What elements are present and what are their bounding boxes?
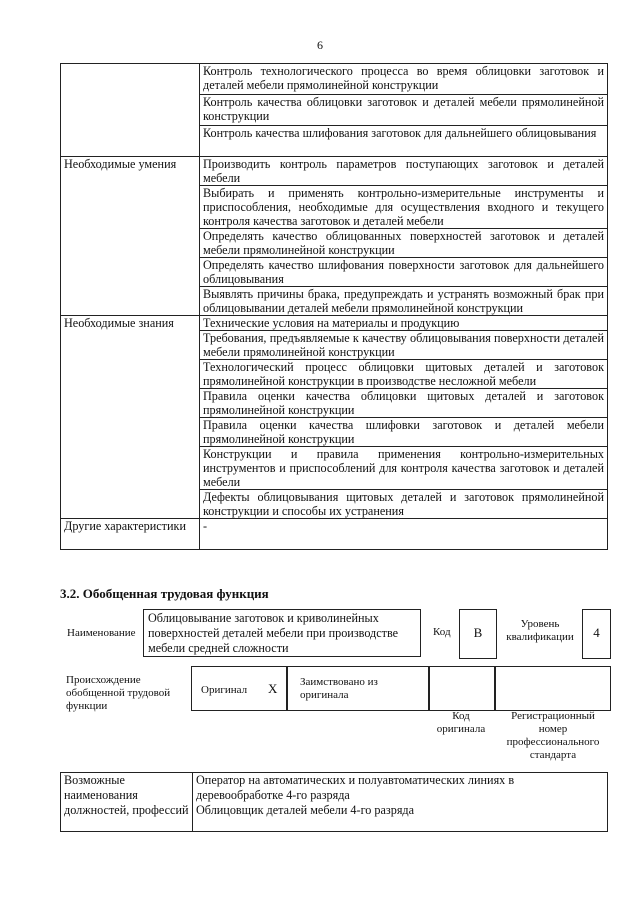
original-mark: X bbox=[268, 681, 278, 696]
table-cell: Правила оценки качества шлифовки заготовок и деталей мебели прямолинейной конструкции bbox=[200, 418, 608, 447]
table-cell: Контроль качества шлифования заготовок для дальнейшего облицовывания bbox=[200, 126, 608, 157]
table-cell: Выбирать и применять контрольно-измерительные инструменты и приспособления, необходимые для осуществления входного и текущего контроля качества заготовок и деталей мебели bbox=[200, 186, 608, 229]
section-title: 3.2. Обобщенная трудовая функция bbox=[60, 586, 269, 601]
table-cell: Выявлять причины брака, предупреждать и устранять возможный брак при облицовывании деталей мебели прямолинейной конструкции bbox=[200, 287, 608, 316]
table-cell: Дефекты облицовывания щитовых деталей и заготовок прямолинейной конструкции и способы их устранения bbox=[200, 490, 608, 519]
table-cell: Производить контроль параметров поступающих заготовок и деталей мебели bbox=[200, 157, 608, 186]
code-original-caption: Код оригинала bbox=[436, 710, 486, 735]
table-label-cell: Необходимые знания bbox=[61, 316, 200, 519]
table-cell: Технические условия на материалы и продукцию bbox=[200, 316, 608, 331]
code-original-cell bbox=[428, 666, 496, 711]
code-label: Код bbox=[433, 626, 451, 638]
table-cell: Конструкции и правила применения контрольно-измерительных инструментов и приспособлений для контроля качества заготовок и деталей мебели bbox=[200, 447, 608, 490]
table-cell: Технологический процесс облицовки щитовых деталей и заготовок прямолинейной конструкции в производстве несложной мебели bbox=[200, 360, 608, 389]
page-number: 6 bbox=[317, 38, 323, 52]
table-cell: Определять качество шлифования поверхности заготовок для дальнейшего облицовывания bbox=[200, 258, 608, 287]
reg-number-cell bbox=[494, 666, 611, 711]
table-cell: Правила оценки качества облицовки щитовых деталей и заготовок прямолинейной конструкции bbox=[200, 389, 608, 418]
table-cell: Требования, предъявляемые к качеству облицовывания поверхности деталей мебели прямолинейной конструкции bbox=[200, 331, 608, 360]
level-label: Уровень квалификации bbox=[506, 618, 574, 643]
original-label: Оригинал bbox=[201, 684, 248, 696]
position-item: Оператор на автоматических и полуавтоматических линиях в деревообработке 4-го разряда bbox=[196, 773, 515, 802]
code-value-box: B bbox=[459, 609, 497, 659]
table-label-cell bbox=[61, 64, 200, 157]
function-name-box: Облицовывание заготовок и криволинейных поверхностей деталей мебели при производстве мебели средней сложности bbox=[143, 609, 421, 657]
table-label-cell: Другие характеристики bbox=[61, 519, 200, 550]
reg-number-caption: Регистрационный номер профессионального стандарта bbox=[506, 710, 600, 761]
positions-values bbox=[193, 773, 608, 832]
table-cell: Определять качество облицованных поверхностей заготовок и деталей мебели прямолинейной конструкции bbox=[200, 229, 608, 258]
level-value-box: 4 bbox=[582, 609, 611, 659]
skills-knowledge-table bbox=[60, 63, 608, 550]
name-label: Наименование bbox=[67, 627, 136, 639]
origin-label: Происхождение обобщенной трудовой функции bbox=[66, 674, 171, 712]
position-item: Облицовщик деталей мебели 4-го разряда bbox=[196, 803, 415, 817]
borrowed-label: Заимствовано из оригинала bbox=[300, 676, 378, 701]
table-cell: Контроль технологического процесса во время облицовки заготовок и деталей мебели прямолинейной конструкции bbox=[200, 64, 608, 95]
table-label-cell: Необходимые умения bbox=[61, 157, 200, 316]
positions-label: Возможные наименования должностей, профессий bbox=[61, 773, 193, 832]
positions-table bbox=[60, 772, 608, 832]
table-cell: - bbox=[200, 519, 608, 550]
table-cell: Контроль качества облицовки заготовок и деталей мебели прямолинейной конструкции bbox=[200, 95, 608, 126]
